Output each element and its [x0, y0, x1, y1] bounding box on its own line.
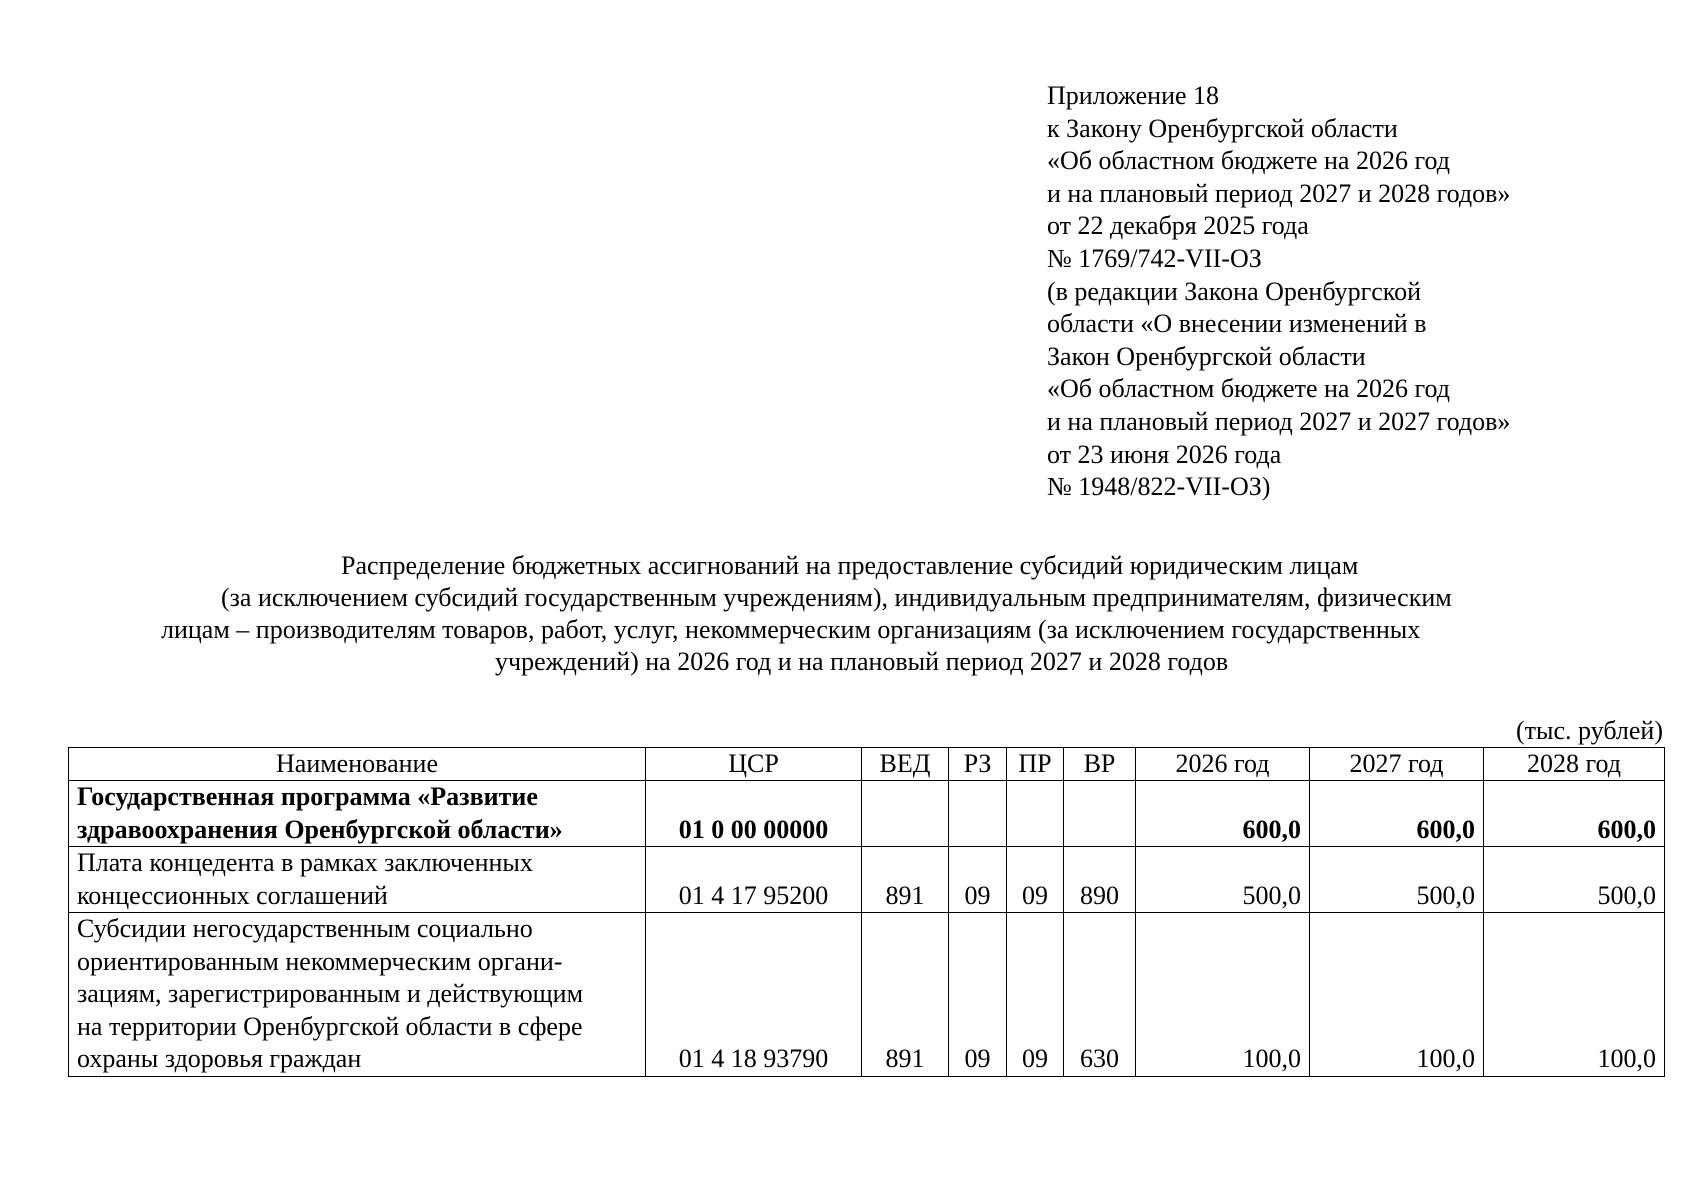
appendix-line: «Об областном бюджете на 2026 год — [1047, 374, 1450, 404]
row-2028: 100,0 — [1484, 913, 1665, 1077]
row-rz: 09 — [949, 913, 1007, 1077]
row-pr: 09 — [1007, 847, 1064, 913]
row-ved: 891 — [862, 847, 949, 913]
appendix-line: Закон Оренбургской области — [1047, 341, 1366, 371]
row-name-line: охраны здоровья граждан — [77, 1044, 362, 1073]
appendix-line: «Об областном бюджете на 2026 год — [1047, 146, 1450, 176]
budget-table — [68, 747, 1665, 1077]
row-name-line: ориентированным некоммерческим органи- — [77, 946, 563, 976]
header-2026: 2026 год — [1136, 748, 1310, 781]
document-title — [150, 550, 1630, 678]
row-vr: 890 — [1064, 847, 1136, 913]
header-csr: ЦСР — [646, 748, 862, 781]
row-2026: 100,0 — [1136, 913, 1310, 1077]
header-2027: 2027 год — [1310, 748, 1484, 781]
appendix-line: и на плановый период 2027 и 2027 годов» — [1047, 406, 1511, 436]
row-csr: 01 4 17 95200 — [646, 847, 862, 913]
row-vr — [1064, 781, 1136, 847]
row-name-line: Плата концедента в рамках заключенных — [77, 848, 533, 877]
table-row — [69, 913, 1665, 1077]
row-2028: 500,0 — [1484, 847, 1665, 913]
row-2028: 600,0 — [1484, 781, 1665, 847]
header-name: Наименование — [69, 748, 646, 781]
row-2027: 500,0 — [1310, 847, 1484, 913]
row-name-line: здравоохранения Оренбургской области» — [77, 814, 563, 844]
row-csr: 01 4 18 93790 — [646, 913, 862, 1077]
row-name-line: Субсидии негосударственным социально — [77, 914, 533, 943]
row-name-cell — [69, 913, 646, 1077]
appendix-line: № 1948/822-VII-ОЗ) — [1047, 472, 1271, 502]
row-name-line: концессионных соглашений — [77, 880, 388, 910]
header-rz: РЗ — [949, 748, 1007, 781]
appendix-line: от 22 декабря 2025 года — [1047, 211, 1309, 241]
header-ved: ВЕД — [862, 748, 949, 781]
header-2028: 2028 год — [1484, 748, 1665, 781]
row-name-line: Государственная программа «Развитие — [77, 782, 538, 811]
appendix-line: области «О внесении изменений в — [1047, 309, 1427, 339]
row-rz: 09 — [949, 847, 1007, 913]
row-csr: 01 0 00 00000 — [646, 781, 862, 847]
appendix-line: к Закону Оренбургской области — [1047, 113, 1398, 143]
row-ved — [862, 781, 949, 847]
row-2026: 500,0 — [1136, 847, 1310, 913]
appendix-line: (в редакции Закона Оренбургской — [1047, 276, 1422, 306]
row-pr: 09 — [1007, 913, 1064, 1077]
header-vr: ВР — [1064, 748, 1136, 781]
row-rz — [949, 781, 1007, 847]
row-name-line: зациям, зарегистрированным и действующим — [77, 979, 584, 1008]
row-pr — [1007, 781, 1064, 847]
appendix-line: и на плановый период 2027 и 2028 годов» — [1047, 178, 1511, 208]
row-name-cell — [69, 781, 646, 847]
row-ved: 891 — [862, 913, 949, 1077]
appendix-header — [1047, 80, 1647, 504]
row-name-line: на территории Оренбургской области в сфере — [77, 1011, 583, 1041]
title-line: лицам – производителям товаров, работ, услуг, некоммерческим организациям (за исключением государственных — [161, 615, 1421, 644]
row-2026: 600,0 — [1136, 781, 1310, 847]
title-line: Распределение бюджетных ассигнований на предоставление субсидий юридическим лицам — [341, 551, 1359, 580]
appendix-line: № 1769/742-VII-ОЗ — [1047, 243, 1262, 273]
row-name-cell — [69, 847, 646, 913]
row-2027: 600,0 — [1310, 781, 1484, 847]
row-2027: 100,0 — [1310, 913, 1484, 1077]
table-row — [69, 781, 1665, 847]
header-pr: ПР — [1007, 748, 1064, 781]
table-header-row — [69, 748, 1665, 781]
title-line: (за исключением субсидий государственным учреждениям), индивидуальным предпринимателям, физическим — [221, 583, 1452, 612]
units-label: (тыс. рублей) — [1515, 716, 1663, 745]
row-vr: 630 — [1064, 913, 1136, 1077]
appendix-line: от 23 июня 2026 года — [1047, 439, 1282, 469]
table-row — [69, 847, 1665, 913]
appendix-line: Приложение 18 — [1047, 81, 1220, 110]
title-line: учреждений) на 2026 год и на плановый период 2027 и 2028 годов — [495, 647, 1229, 676]
